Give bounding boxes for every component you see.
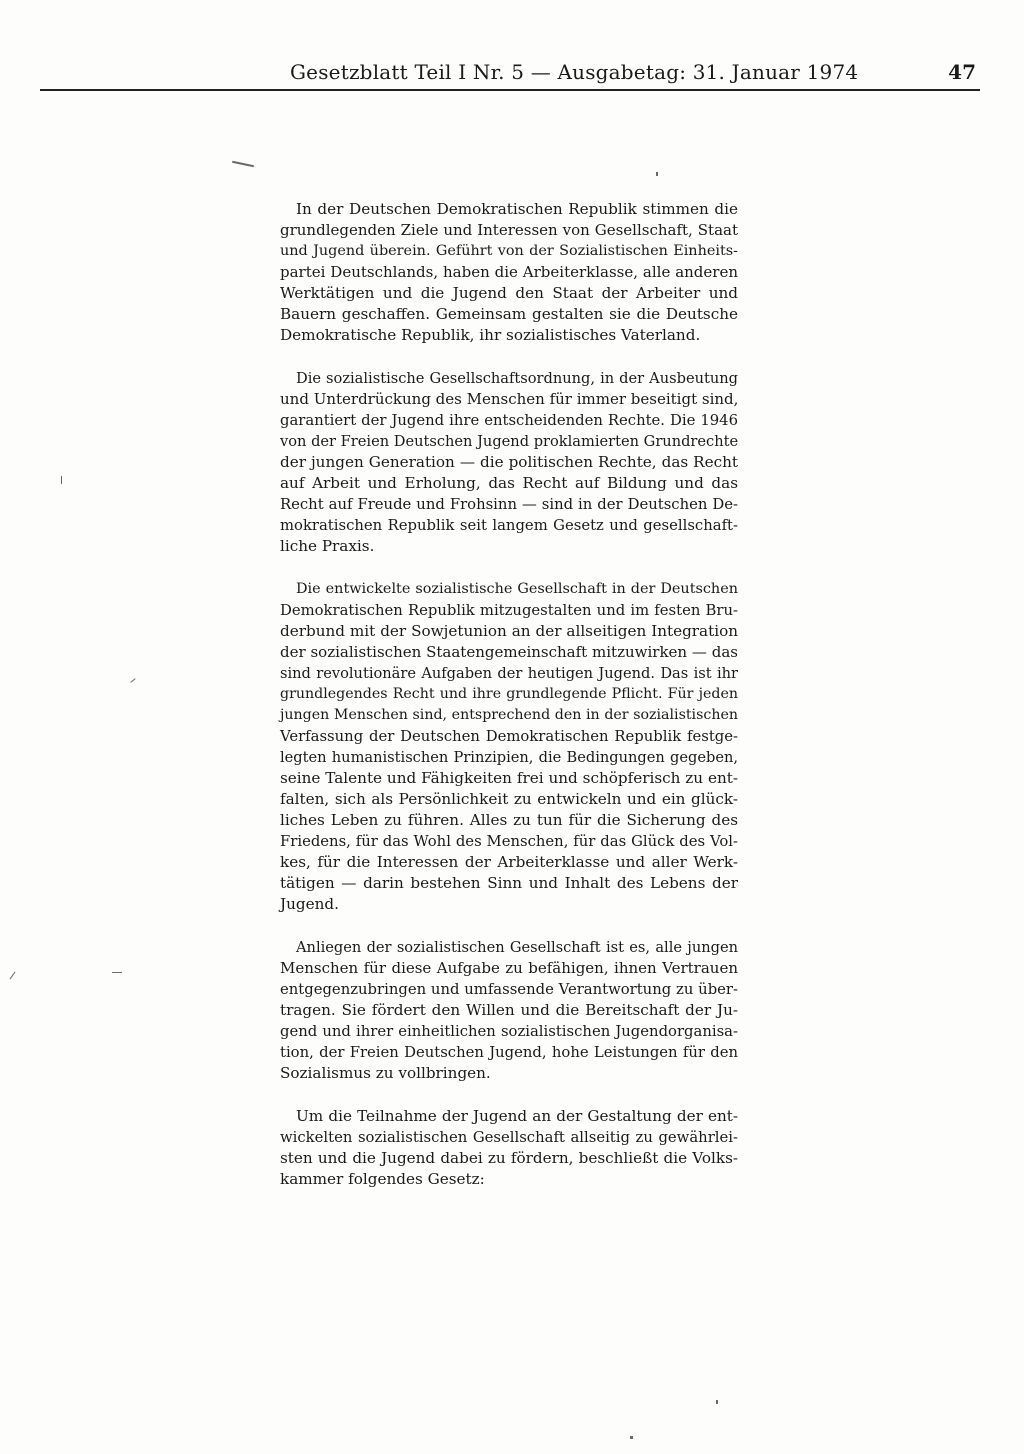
text-line: Werktätigen und die Jugend den Staat der Arbeiter und — [280, 284, 738, 302]
text-line: der sozialistischen Staatengemeinschaft mitzuwirken — das — [280, 643, 738, 661]
text-line: grundlegendes Recht und ihre grundlegende Pflicht. Für jeden — [280, 686, 738, 702]
text-line: kes, für die Interessen der Arbeiterklasse und aller Werk- — [280, 853, 738, 871]
page-number: 47 — [948, 60, 976, 84]
text-line: mokratischen Republik seit langem Gesetz und gesellschaft- — [280, 517, 738, 534]
paragraph — [280, 199, 738, 346]
text-line: gend und ihrer einheitlichen sozialistischen Jugendorganisa- — [280, 1023, 738, 1040]
header-rule — [40, 89, 980, 91]
scan-mark — [716, 1400, 718, 1404]
text-line: tätigen — darin bestehen Sinn und Inhalt des Lebens der — [280, 874, 738, 892]
page-header — [40, 60, 980, 90]
text-line: auf Arbeit und Erholung, das Recht auf Bildung und das — [280, 474, 738, 492]
text-line: und Unterdrückung des Menschen für immer beseitigt sind, — [280, 390, 739, 408]
text-line: Die entwickelte sozialistische Gesellschaft in der Deutschen — [296, 581, 738, 597]
body-text — [280, 199, 738, 1212]
text-line: Verfassung der Deutschen Demokratischen Republik festge- — [280, 728, 738, 745]
text-line: liche Praxis. — [280, 537, 375, 555]
text-line: sten und die Jugend dabei zu fördern, beschließt die Volks- — [280, 1149, 738, 1167]
paragraph — [280, 937, 738, 1084]
scan-mark — [630, 1436, 633, 1439]
text-line: Anliegen der sozialistischen Gesellschaft ist es, alle jungen — [296, 939, 738, 956]
text-line: und Jugend überein. Geführt von der Sozialistischen Einheits- — [280, 243, 738, 259]
scan-mark — [10, 972, 16, 980]
paragraph — [280, 1106, 738, 1190]
text-line: grundlegenden Ziele und Interessen von Gesellschaft, Staat — [280, 221, 738, 239]
header-title: Gesetzblatt Teil I Nr. 5 — Ausgabetag: 31. Januar 1974 — [290, 60, 859, 84]
text-line: Demokratischen Republik mitzugestalten und im festen Bru- — [280, 602, 738, 619]
text-line: jungen Menschen sind, entsprechend den in der sozialistischen — [280, 707, 738, 723]
text-line: Bauern geschaffen. Gemeinsam gestalten sie die Deutsche — [280, 305, 738, 323]
text-line: sind revolutionäre Aufgaben der heutigen Jugend. Das ist ihr — [280, 665, 738, 682]
text-line: tragen. Sie fördert den Willen und die Bereitschaft der Ju- — [280, 1001, 738, 1019]
text-line: partei Deutschlands, haben die Arbeiterklasse, alle anderen — [280, 263, 738, 281]
scan-mark — [61, 476, 62, 484]
text-line: Demokratische Republik, ihr sozialistisches Vaterland. — [280, 326, 701, 344]
text-line: Menschen für diese Aufgabe zu befähigen, ihnen Vertrauen — [280, 959, 738, 977]
text-line: Die sozialistische Gesellschaftsordnung, in der Ausbeutung — [296, 370, 738, 387]
scan-mark — [232, 161, 254, 168]
text-line: garantiert der Jugend ihre entscheidenden Rechte. Die 1946 — [280, 412, 738, 429]
text-line: der jungen Generation — die politischen Rechte, das Recht — [280, 453, 738, 471]
text-line: Sozialismus zu vollbringen. — [280, 1064, 491, 1082]
paragraph — [280, 368, 738, 557]
paragraph — [280, 579, 738, 915]
text-line: tion, der Freien Deutschen Jugend, hohe Leistungen für den — [280, 1044, 738, 1061]
scan-mark — [112, 972, 122, 973]
text-line: entgegenzubringen und umfassende Verantwortung zu über- — [280, 981, 738, 998]
text-line: In der Deutschen Demokratischen Republik stimmen die — [296, 200, 738, 218]
scan-mark — [130, 678, 135, 683]
text-line: falten, sich als Persönlichkeit zu entwickeln und ein glück- — [280, 790, 738, 808]
text-line: Jugend. — [280, 895, 339, 913]
text-line: derbund mit der Sowjetunion an der allseitigen Integration — [280, 622, 738, 640]
text-line: legten humanistischen Prinzipien, die Bedingungen gegeben, — [280, 749, 738, 766]
text-line: kammer folgendes Gesetz: — [280, 1170, 485, 1188]
text-line: liches Leben zu führen. Alles zu tun für die Sicherung des — [280, 811, 738, 829]
text-line: wickelten sozialistischen Gesellschaft allseitig zu gewährlei- — [280, 1129, 738, 1146]
text-line: Um die Teilnahme der Jugend an der Gestaltung der ent- — [296, 1107, 738, 1125]
text-line: Friedens, für das Wohl des Menschen, für das Glück des Vol- — [280, 833, 738, 850]
text-line: von der Freien Deutschen Jugend proklamierten Grundrechte — [280, 433, 739, 450]
text-line: Recht auf Freude und Frohsinn — sind in der Deutschen De- — [280, 496, 738, 513]
text-line: seine Talente und Fähigkeiten frei und schöpferisch zu ent- — [280, 769, 738, 787]
scan-mark — [656, 172, 658, 176]
